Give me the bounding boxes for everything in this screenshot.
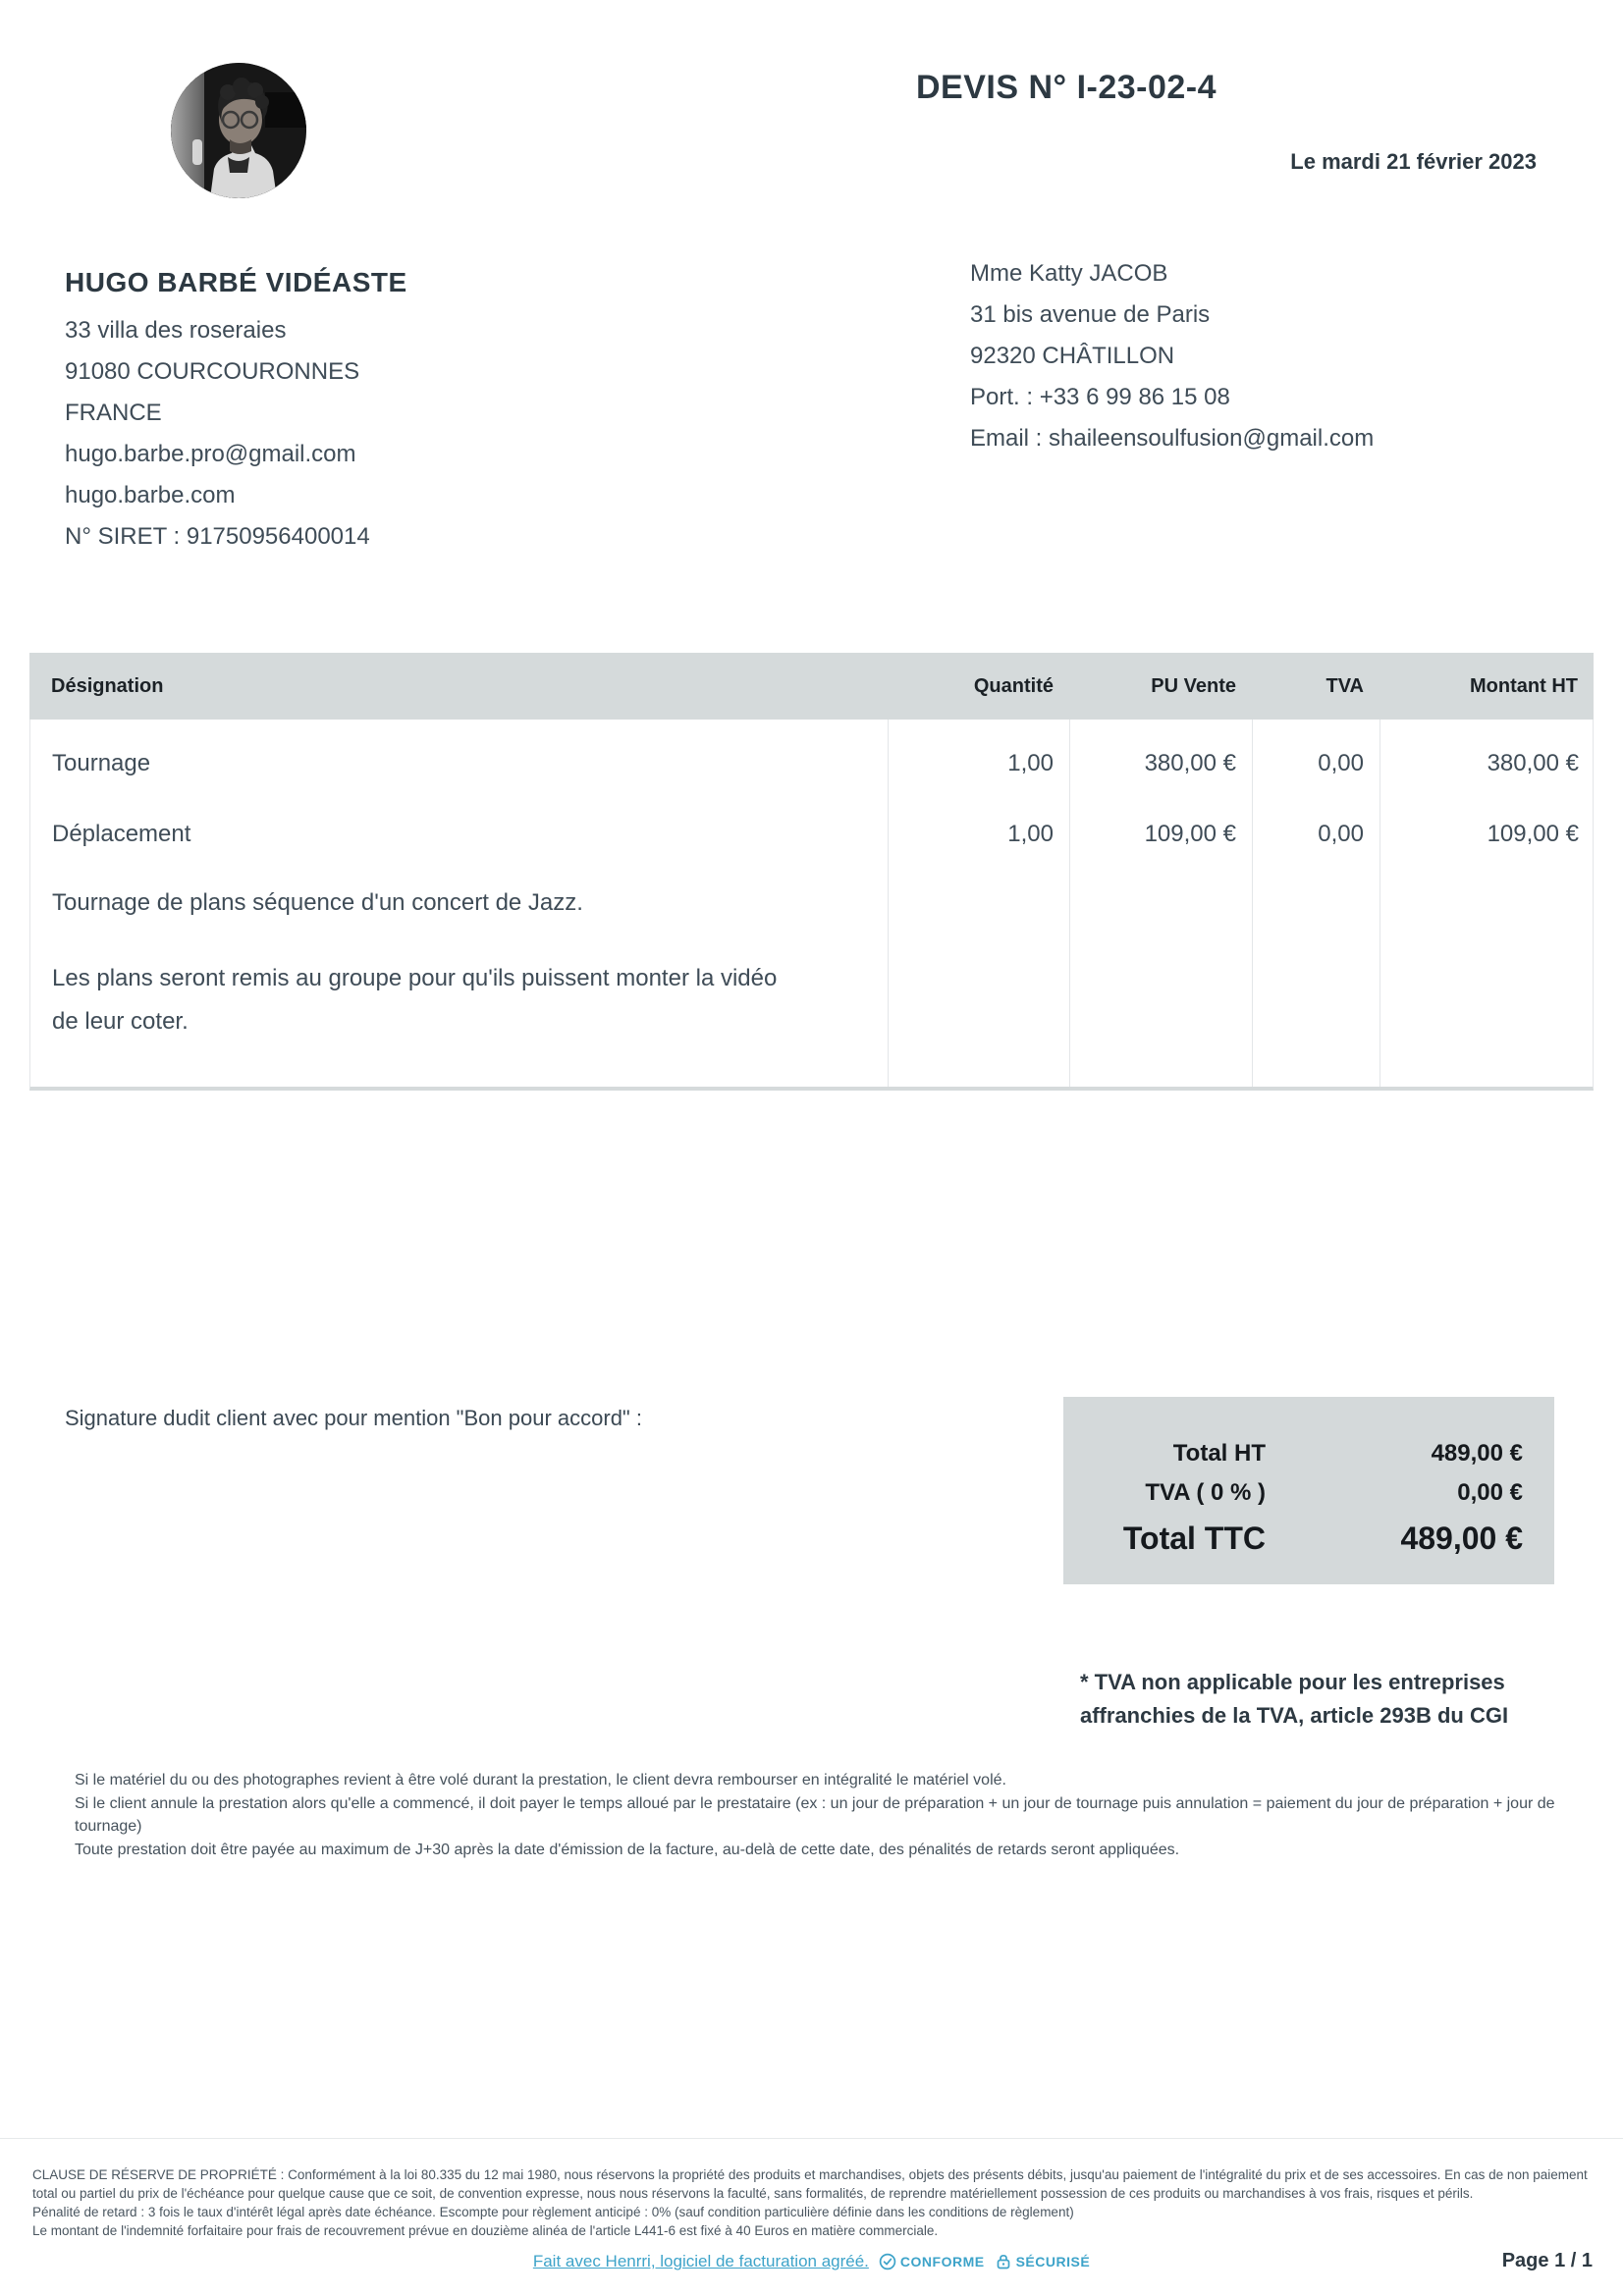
securise-label: SÉCURISÉ [1015, 2254, 1091, 2269]
col-header-pu-vente: PU Vente [1151, 674, 1236, 697]
item-unit-price: 380,00 € [1144, 750, 1236, 776]
client-email: Email : shaileensoulfusion@gmail.com [970, 425, 1375, 452]
col-header-designation: Désignation [51, 674, 164, 697]
unit-price-column [1070, 720, 1253, 1087]
item-quantity: 1,00 [1007, 750, 1054, 776]
legal-clause: CLAUSE DE RÉSERVE DE PROPRIÉTÉ : Conformément à la loi 80.335 du 12 mai 1980, nous réservons la propriété des produits et marchandises, objets des présents débits, jusqu'au paiement de l'intégralité du prix et de ses accessoires. En cas de non paiement total ou partiel du prix de l'échéance pour quelque cause que ce soit, de convention expresse, nous nous réservons la faculté, sans formalités, de reprendre matériellement possession de ces produits ou marchandises à vos frais, risques et périls. [32, 2167, 1588, 2201]
conforme-badge [879, 2253, 985, 2270]
totals-box [1063, 1397, 1554, 1584]
item-unit-price: 109,00 € [1144, 821, 1236, 847]
sender-block [65, 267, 407, 558]
item-description: Les plans seront remis au groupe pour qu'ils puissent monter la vidéo de leur coter. [52, 965, 778, 1035]
total-ht-row [1063, 1434, 1523, 1473]
total-ttc-value: 489,00 € [1400, 1521, 1523, 1556]
conforme-label: CONFORME [899, 2254, 985, 2269]
lock-icon [995, 2253, 1012, 2270]
col-header-tva: TVA [1325, 674, 1364, 697]
tva-column [1253, 720, 1380, 1087]
col-header-quantite: Quantité [973, 674, 1054, 697]
document-title: DEVIS N° I-23-02-4 [916, 69, 1217, 106]
legal-clause: Pénalité de retard : 3 fois le taux d'intérêt légal après date échéance. Escompte pour règlement anticipé : 0% (sauf condition particulière définie dans les conditions de règlement) [32, 2205, 1074, 2219]
item-tva: 0,00 [1318, 750, 1364, 776]
footer-divider [0, 2138, 1623, 2139]
tva-row [1063, 1473, 1523, 1513]
legal-clause: Le montant de l'indemnité forfaitaire pour frais de recouvrement prévue en douzième alinéa de l'article L441-6 est fixé à 40 Euros en matière commerciale. [32, 2223, 939, 2238]
item-tva: 0,00 [1318, 821, 1364, 847]
designation-column [30, 720, 889, 1087]
tva-exemption-note [1080, 1666, 1508, 1733]
items-table [29, 653, 1594, 1091]
client-block [970, 253, 1374, 459]
item-amount: 109,00 € [1487, 821, 1579, 847]
condition-item: Si le client annule la prestation alors qu'elle a commencé, il doit payer le temps alloué par le prestataire (ex : un jour de préparation + un jour de tournage puis annulation = paiement du jour de préparation + jour de tournage) [75, 1794, 1555, 1835]
sender-name: HUGO BARBÉ VIDÉASTE [65, 267, 407, 297]
item-designation: Tournage [52, 750, 151, 776]
client-name: Mme Katty JACOB [970, 260, 1168, 287]
document-date: Le mardi 21 février 2023 [1290, 149, 1537, 174]
sender-address-line: FRANCE [65, 400, 162, 426]
total-ttc-label: Total TTC [1122, 1521, 1266, 1556]
total-ttc-row [1063, 1513, 1523, 1564]
total-ht-value: 489,00 € [1431, 1440, 1523, 1467]
client-phone: Port. : +33 6 99 86 15 08 [970, 384, 1230, 410]
sender-address-line: 33 villa des roseraies [65, 317, 287, 344]
client-address-line: 92320 CHÂTILLON [970, 343, 1175, 369]
condition-item: Toute prestation doit être payée au maximum de J+30 après la date d'émission de la facture, au-delà de cette date, des pénalités de retards seront appliquées. [75, 1841, 1180, 1858]
profile-photo [171, 63, 306, 198]
amount-column [1380, 720, 1595, 1087]
profile-photo-image [171, 63, 306, 198]
item-description: Tournage de plans séquence d'un concert de Jazz. [52, 889, 583, 916]
quantity-column [889, 720, 1070, 1087]
items-table-header [29, 653, 1594, 720]
sender-siret: N° SIRET : 91750956400014 [65, 523, 370, 550]
tva-exemption-note-line: * TVA non applicable pour les entreprises [1080, 1670, 1505, 1694]
check-circle-icon [879, 2253, 896, 2270]
item-amount: 380,00 € [1487, 750, 1579, 776]
item-designation: Déplacement [52, 821, 191, 847]
conditions-block [75, 1769, 1557, 1861]
tva-label: TVA ( 0 % ) [1145, 1479, 1266, 1506]
page-number: Page 1 / 1 [1501, 2250, 1593, 2271]
sender-website: hugo.barbe.com [65, 482, 236, 508]
sender-email: hugo.barbe.pro@gmail.com [65, 441, 356, 467]
tva-exemption-note-line: affranchies de la TVA, article 293B du CGI [1080, 1703, 1509, 1728]
henrri-software-link[interactable]: Fait avec Henrri, logiciel de facturation agréé. [532, 2252, 869, 2270]
col-header-montant-ht: Montant HT [1470, 674, 1578, 697]
item-quantity: 1,00 [1007, 821, 1054, 847]
footer-row [0, 2252, 1623, 2271]
tva-value: 0,00 € [1457, 1479, 1523, 1506]
client-address-line: 31 bis avenue de Paris [970, 301, 1211, 328]
total-ht-label: Total HT [1172, 1440, 1266, 1467]
sender-address-line: 91080 COURCOURONNES [65, 358, 360, 385]
items-table-body [29, 720, 1594, 1091]
signature-prompt: Signature dudit client avec pour mention "Bon pour accord" : [65, 1406, 642, 1430]
condition-item: Si le matériel du ou des photographes revient à être volé durant la prestation, le client devra rembourser en intégralité le matériel volé. [75, 1772, 1006, 1789]
securise-badge [995, 2253, 1091, 2270]
legal-clauses [32, 2165, 1596, 2240]
